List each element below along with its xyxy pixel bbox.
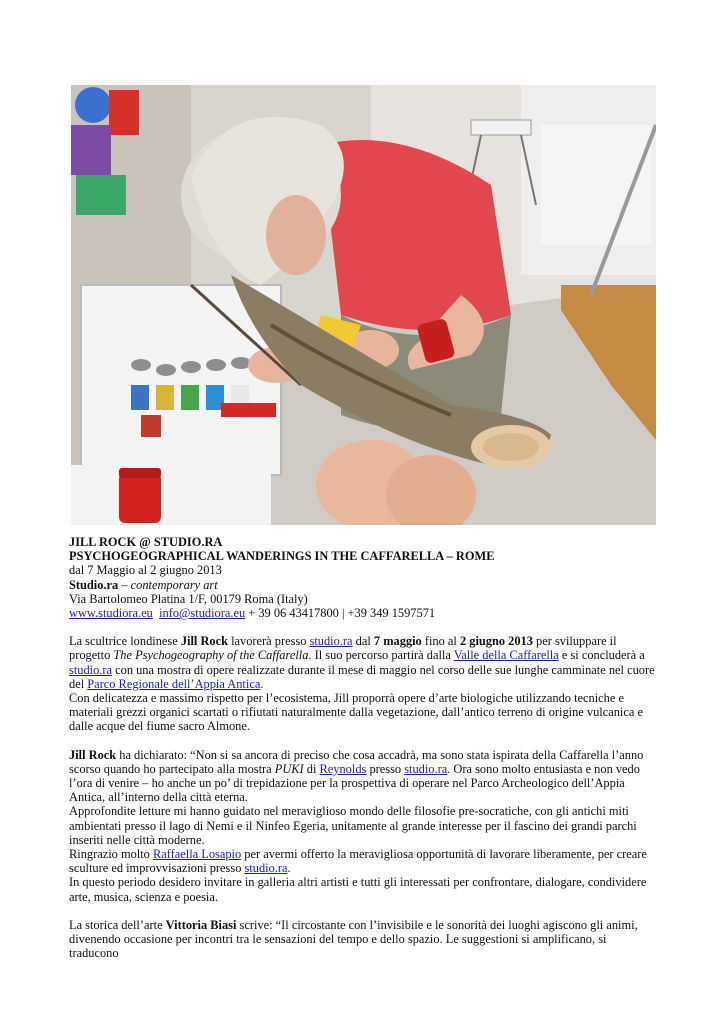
title-line-1: JILL ROCK @ STUDIO.RA <box>69 535 223 549</box>
artist-photo <box>71 85 656 525</box>
paragraph-3: La storica dell’arte Vittoria Biasi scrive: “Il circostante con l’invisibile e le sonorità dei luoghi agiscono gli animi, divenendo occasione per incontri tra le sensazioni del tempo e dello spazio. Le suggestioni si amplificano, si traducono <box>69 917 638 961</box>
paragraph-2-line-3: Ringrazio molto Raffaella Losapio per avermi offerto la meravigliosa opportunità di lavorare liberamente, per creare sculture ed improvvisazioni presso studio.ra. <box>69 847 647 876</box>
studiora-link[interactable]: studio.ra <box>244 861 288 876</box>
paragraph-2-line-4: In questo periodo desidero invitare in galleria altri artisti e tutti gli interessati per confrontare, dialogare, condividere arte, musica, scienza e poesia. <box>69 875 647 904</box>
gallery-line: Studio.ra – contemporary art <box>69 577 218 592</box>
valle-caffarella-link[interactable]: Valle della Caffarella <box>453 648 559 663</box>
paragraph-2-line-2: Approfondite letture mi hanno guidato nel meraviglioso mondo delle filosofie pre-socratiche, con gli antichi miti ambientati presso il lago di Nemi e il Ninfeo Egeria, unitamente al grande interesse per il fascino dei grandi parchi inseriti nelle città moderne. <box>69 804 637 847</box>
paragraph-1: La scultrice londinese Jill Rock lavorerà presso studio.ra dal 7 maggio fino al 2 giugno 2013 per sviluppare il progetto The Psychogeography of the Caffarella. Il suo percorso partirà dalla Valle della Caffarella e si concluderà a studio.ra con una mostra di opere realizzate durante il mese di maggio nel corso delle sue lunghe camminate nel cuore del Parco Regionale dell’Appia Antica. <box>69 634 655 691</box>
contact-line <box>69 606 659 620</box>
title-line-2: PSYCHOGEOGRAPHICAL WANDERINGS IN THE CAFFARELLA – ROME <box>69 549 495 564</box>
studiora-link[interactable]: studio.ra <box>69 662 113 677</box>
paragraph-1-line-2: Con delicatezza e massimo rispetto per l’ecosistema, Jill proporrà opere d’arte biologiche utilizzando tecniche e materiali grezzi organici scartati o rifiutati naturalmente dalla vegetazione, dall’antico terreno di origine vulcanica e dalle acque del fiume sacro Almone. <box>69 691 643 734</box>
studiora-link[interactable]: studio.ra <box>309 634 353 649</box>
gallery-name: Studio.ra <box>69 577 119 592</box>
gallery-address: Via Bartolomeo Platina 1/F, 00179 Roma (Italy) <box>69 591 308 606</box>
studiora-link[interactable]: studio.ra <box>404 761 448 776</box>
press-release <box>69 535 659 960</box>
gallery-type: contemporary art <box>130 577 218 592</box>
exhibition-dates: dal 7 Maggio al 2 giugno 2013 <box>69 563 222 578</box>
raffaella-losapio-link[interactable]: Raffaella Losapio <box>152 847 242 862</box>
email-link[interactable]: info@studiora.eu <box>159 606 246 621</box>
reynolds-link[interactable]: Reynolds <box>319 761 367 776</box>
phone-numbers: + 39 06 43417800 | +39 349 1597571 <box>245 606 436 621</box>
website-link[interactable]: www.studiora.eu <box>69 606 153 621</box>
paragraph-2: Jill Rock ha dichiarato: “Non si sa ancora di preciso che cosa accadrà, ma sono stata ispirata della Caffarella l’anno scorso quando ho partecipato alla mostra PUKI di Reynolds presso studio.ra. Ora sono molto entusiasta e non vedo l’ora di venire – ho anche un po’ di trepidazione per la prospettiva di operare nel Parco Archeologico dell’Appia Antica, all’interno della città eterna. <box>69 747 644 805</box>
parco-appia-link[interactable]: Parco Regionale dell’Appia Antica <box>87 676 261 691</box>
